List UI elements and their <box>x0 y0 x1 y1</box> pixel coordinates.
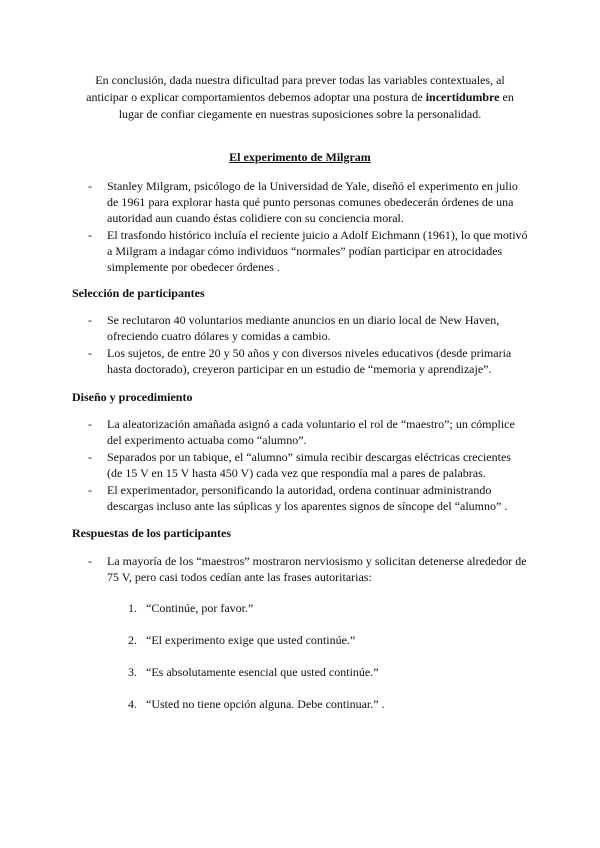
intro-paragraph <box>80 72 520 123</box>
quotes-list <box>128 600 508 728</box>
intro-bold-term: incertidumbre <box>425 90 500 104</box>
list-item: - Los sujetos, de entre 20 y 50 años y con diversos niveles educativos (desde primaria hasta doctorado), creyeron participar en un estudio de “memoria y aprendizaje”. <box>88 345 528 377</box>
quote-item <box>128 664 508 696</box>
quote-text: “Continúe, por favor.” <box>146 601 254 615</box>
quote-item <box>128 600 508 632</box>
list-item: - Se reclutaron 40 voluntarios mediante anuncios en un diario local de New Haven, ofreciendo cuatro dólares y comidas a cambio. <box>88 312 528 344</box>
quote-number: 2. <box>128 633 137 647</box>
quote-number: 1. <box>128 601 137 615</box>
participants-list <box>88 312 528 378</box>
list-item: - Separados por un tabique, el “alumno” simula recibir descargas eléctricas crecientes (de 15 V en 15 V hasta 450 V) cada vez que respondía mal a pares de palabras. <box>88 449 528 481</box>
quote-item <box>128 632 508 664</box>
quote-number: 4. <box>128 697 137 711</box>
page-title: El experimento de Milgram <box>229 150 371 164</box>
quote-text: “El experimento exige que usted continúe.” <box>146 633 356 647</box>
background-list <box>88 178 528 276</box>
quote-text: “Es absolutamente esencial que usted continúe.” <box>146 665 379 679</box>
list-item: - Stanley Milgram, psicólogo de la Universidad de Yale, diseñó el experimento en julio de 1961 para explorar hasta qué punto personas comunes obedecerán órdenes de una autoridad aun cuando éstas colidiere con su conciencia moral. <box>88 178 528 226</box>
section-title-participants: Selección de participantes <box>72 286 205 300</box>
list-item: - El experimentador, personificando la autoridad, ordena continuar administrando descargas incluso ante las súplicas y los aparentes signos de síncope del “alumno” . <box>88 482 528 514</box>
responses-list <box>88 553 528 586</box>
quote-text: “Usted no tiene opción alguna. Debe continuar.” . <box>146 697 385 711</box>
list-item: - El trasfondo histórico incluía el reciente juicio a Adolf Eichmann (1961), lo que motivó a Milgram a indagar cómo individuos “normales” podían participar en atrocidades simplemente por obedecer órdenes . <box>88 227 528 275</box>
section-title-design: Diseño y procedimiento <box>72 390 193 404</box>
intro-text-after: en lugar de confiar ciegamente en nuestras suposiciones sobre la personalidad. <box>118 90 514 121</box>
list-item: - La aleatorización amañada asignó a cada voluntario el rol de “maestro”; un cómplice del experimento actuaba como “alumno”. <box>88 416 528 448</box>
quote-number: 3. <box>128 665 137 679</box>
list-item: - La mayoría de los “maestros” mostraron nerviosismo y solicitan detenerse alrededor de 75 V, pero casi todos cedían ante las frases autoritarias: <box>88 553 528 585</box>
intro-text-before: En conclusión, dada nuestra dificultad para prever todas las variables contextuales, al anticipar o explicar comportamientos debemos adoptar una postura de <box>86 73 505 104</box>
quote-item <box>128 696 508 728</box>
design-list <box>88 416 528 515</box>
section-title-responses: Respuestas de los participantes <box>72 526 232 540</box>
